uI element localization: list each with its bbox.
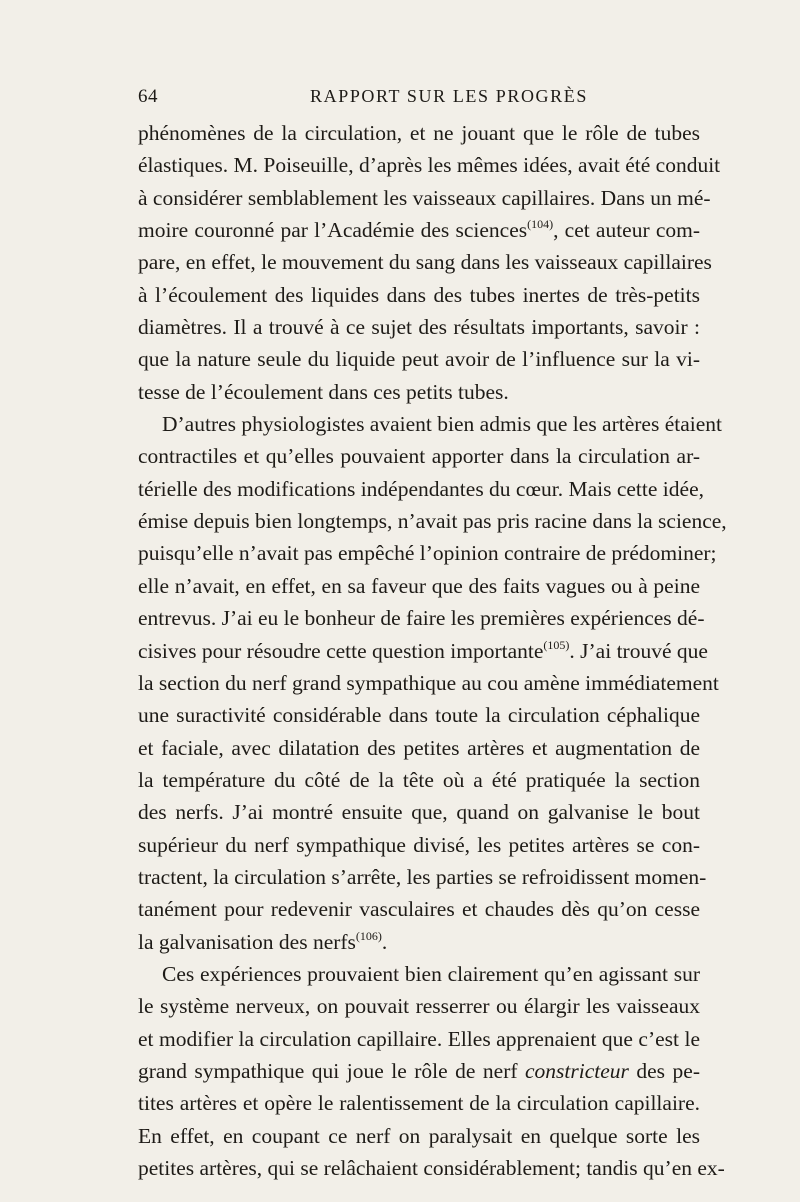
text-line: que la nature seule du liquide peut avoir de l’influence sur la vi-	[138, 347, 700, 372]
text-line: des nerfs. J’ai montré ensuite que, quand on galvanise le bout	[138, 800, 700, 825]
text-line	[138, 214, 700, 246]
text-line: la température du côté de la tête où a été pratiquée la section	[138, 767, 700, 792]
running-head: RAPPORT SUR LES PROGRÈS	[310, 86, 588, 106]
text-line: supérieur du nerf sympathique divisé, les petites artères se con-	[138, 832, 700, 857]
text-line: le système nerveux, on pouvait resserrer ou élargir les vaisseaux	[138, 994, 700, 1019]
text-segment: grand sympathique qui joue le rôle de nerf	[138, 1058, 525, 1083]
footnote-reference: (105)	[543, 637, 570, 652]
text-segment: , cet auteur com-	[553, 218, 700, 243]
text-line: à l’écoulement des liquides dans des tubes inertes de très-petits	[138, 282, 700, 307]
text-line: térielle des modifications indépendantes du cœur. Mais cette idée,	[138, 476, 704, 501]
text-line: à considérer semblablement les vaisseaux capillaires. Dans un mé-	[138, 185, 711, 210]
text-line	[138, 1055, 700, 1087]
footnote-reference: (106)	[355, 928, 382, 943]
text-line: puisqu’elle n’avait pas empêché l’opinion contraire de prédominer;	[138, 541, 717, 566]
text-line	[138, 635, 708, 667]
text-line: Ces expériences prouvaient bien clairement qu’en agissant sur	[162, 961, 700, 986]
text-line: tractent, la circulation s’arrête, les parties se refroidissent momen-	[138, 864, 707, 889]
text-line: contractiles et qu’elles pouvaient apporter dans la circulation ar-	[138, 444, 700, 469]
text-segment: .	[381, 929, 388, 954]
text-segment: cisives pour résoudre cette question importante	[138, 638, 544, 663]
text-segment: . J’ai trouvé que	[569, 638, 708, 663]
page-number: 64	[138, 86, 158, 107]
text-line: élastiques. M. Poiseuille, d’après les mêmes idées, avait été conduit	[138, 153, 721, 178]
footnote-reference: (104)	[527, 217, 554, 232]
text-line: diamètres. Il a trouvé à ce sujet des résultats importants, savoir :	[138, 315, 700, 340]
text-line: la section du nerf grand sympathique au cou amène immédiatement	[138, 670, 719, 695]
text-line: entrevus. J’ai eu le bonheur de faire les premières expériences dé-	[138, 606, 705, 631]
text-line	[138, 926, 700, 958]
text-line: En effet, en coupant ce nerf on paralysait en quelque sorte les	[138, 1123, 700, 1148]
text-line: petites artères, qui se relâchaient considérablement; tandis qu’en ex-	[138, 1156, 725, 1180]
text-line: phénomènes de la circulation, et ne jouant que le rôle de tubes	[138, 121, 700, 145]
text-line: tites artères et opère le ralentissement de la circulation capillaire.	[138, 1091, 700, 1116]
text-line: pare, en effet, le mouvement du sang dans les vaisseaux capillaires	[138, 250, 712, 275]
italic-term: constricteur	[525, 1058, 629, 1083]
text-line: et faciale, avec dilatation des petites artères et augmentation de	[138, 735, 700, 760]
text-segment: des pe-	[628, 1058, 700, 1083]
body-text	[138, 117, 727, 1184]
text-line: une suractivité considérable dans toute la circulation céphalique	[138, 703, 700, 728]
text-line: tesse de l’écoulement dans ces petits tubes.	[138, 379, 509, 404]
text-line: et modifier la circulation capillaire. Elles apprenaient que c’est le	[138, 1026, 700, 1051]
text-line: tanément pour redevenir vasculaires et chaudes dès qu’on cesse	[138, 897, 700, 922]
page-header	[138, 86, 698, 112]
text-line: émise depuis bien longtemps, n’avait pas pris racine dans la science,	[138, 509, 727, 534]
text-line: elle n’avait, en effet, en sa faveur que des faits vagues ou à peine	[138, 573, 700, 598]
text-segment: la galvanisation des nerfs	[138, 929, 356, 954]
text-segment: moire couronné par l’Académie des sciences	[138, 218, 528, 243]
text-line: D’autres physiologistes avaient bien admis que les artères étaient	[162, 412, 723, 437]
